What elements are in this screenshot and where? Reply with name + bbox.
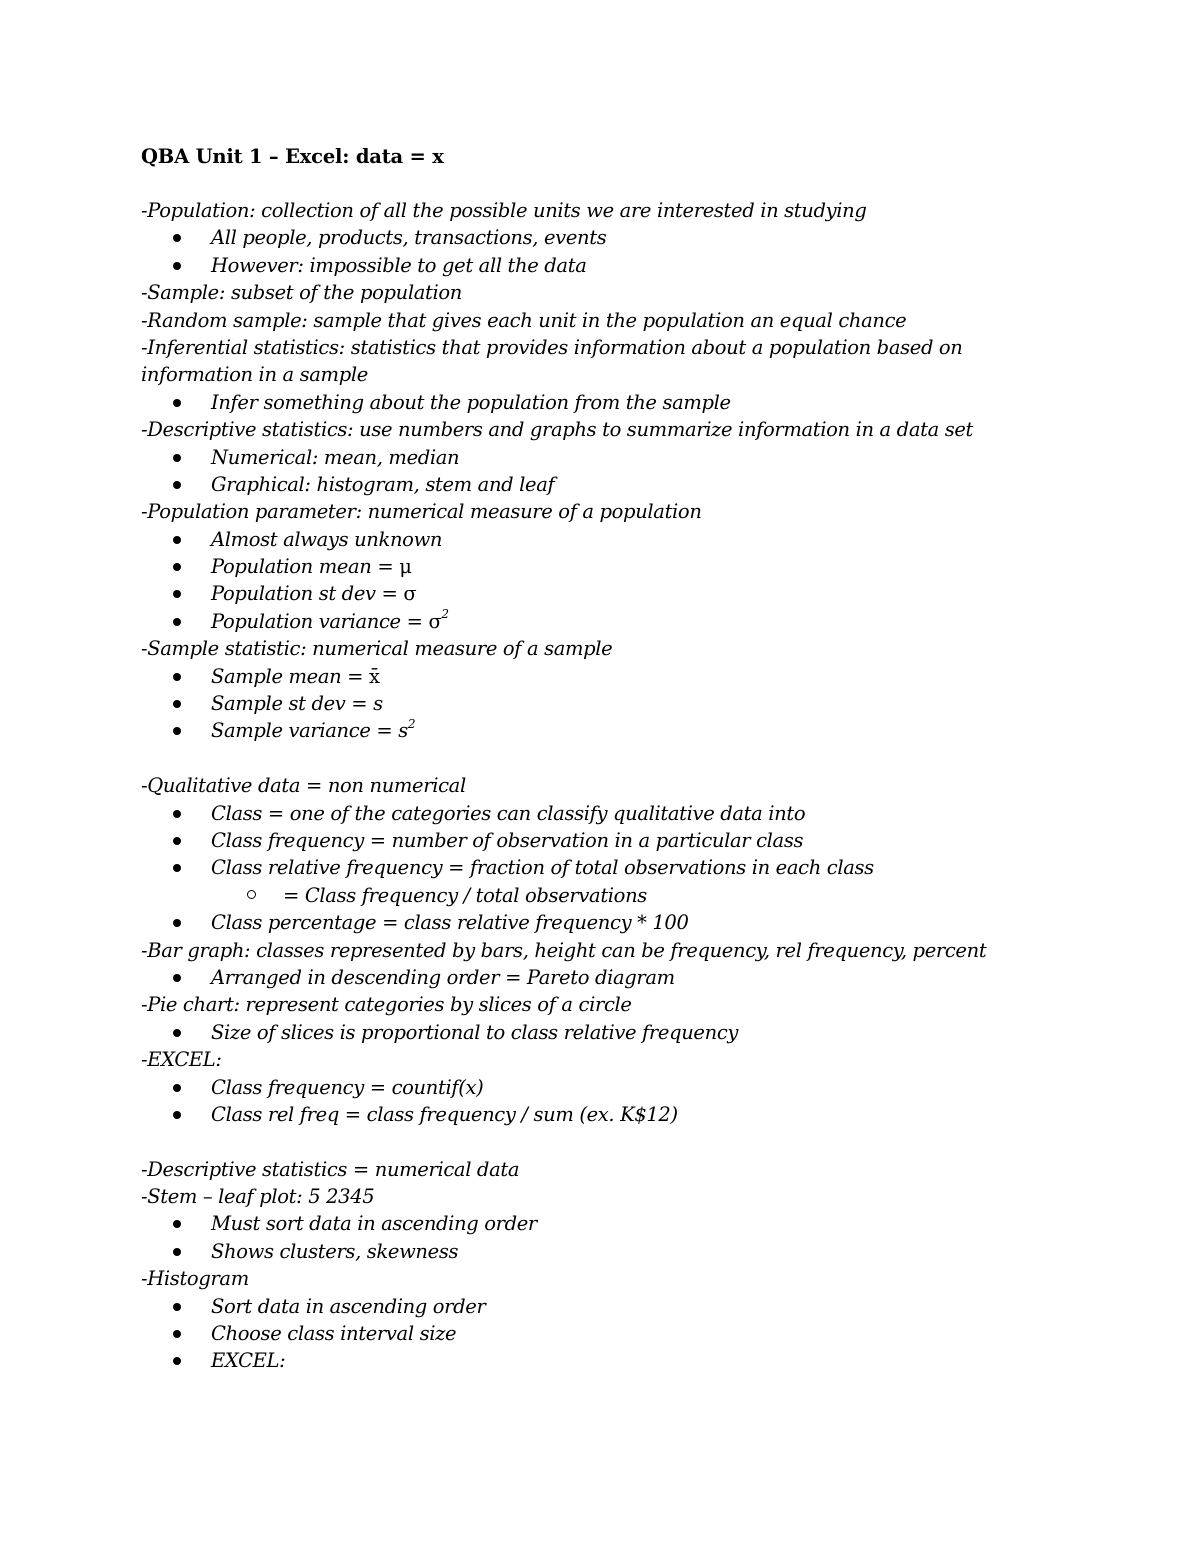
superscript: 2 (441, 607, 449, 622)
line-text: -Population: collection of all the possible units we are interested in studying (141, 199, 867, 222)
text-line (141, 279, 1001, 306)
text-line (141, 937, 1001, 964)
math-symbol: μ (399, 555, 412, 579)
text-line (141, 1046, 1001, 1073)
line-text: Must sort data in ascending order (211, 1212, 537, 1236)
bullet-item (141, 471, 1001, 498)
bullet-icon (173, 262, 181, 270)
line-text: -EXCEL: (141, 1048, 222, 1072)
bullet-icon (173, 454, 181, 462)
text-line (141, 1265, 1001, 1292)
blank-line (141, 745, 1001, 772)
line-text: -Descriptive statistics = numerical data (141, 1157, 520, 1181)
line-text: -Bar graph: classes represented by bars, height can be frequency, rel frequency, percent (141, 938, 987, 962)
bullet-item (141, 389, 1001, 416)
line-text: EXCEL: (211, 1349, 286, 1373)
bullet-icon (173, 864, 181, 872)
bullet-icon (173, 563, 181, 571)
line-text: Numerical: mean, median (211, 445, 460, 469)
line-text: -Stem – leaf plot: 5 2345 (141, 1185, 375, 1209)
line-text: Class frequency = number of observation in a particular class (211, 828, 804, 852)
bullet-item (141, 827, 1001, 854)
line-text: Class frequency = countif(x) (211, 1075, 484, 1099)
line-text: Sort data in ascending order (211, 1294, 486, 1318)
line-text: Arranged in descending order = Pareto diagram (211, 965, 675, 989)
bullet-icon (173, 590, 181, 598)
line-text: information in a sample (141, 363, 368, 387)
bullet-icon (173, 1029, 181, 1037)
bullet-icon (173, 1303, 181, 1311)
bullet-icon (173, 618, 181, 626)
hollow-bullet-icon (247, 890, 256, 899)
bullet-icon (173, 727, 181, 735)
line-text: -Population parameter: numerical measure of a population (141, 500, 702, 524)
bullet-item (141, 1101, 1001, 1128)
bullet-item (141, 964, 1001, 991)
line-text: Graphical: histogram, stem and leaf (211, 472, 555, 496)
bullet-item (141, 800, 1001, 827)
line-text: -Qualitative data = non numerical (141, 774, 466, 798)
line-text: Class = one of the categories can classify qualitative data into (211, 801, 806, 825)
line-text: -Sample statistic: numerical measure of a sample (141, 637, 613, 661)
line-text: -Pie chart: represent categories by slices of a circle (141, 993, 632, 1017)
text-line (141, 498, 1001, 525)
line-text: Shows clusters, skewness (211, 1239, 459, 1263)
bullet-item (141, 1074, 1001, 1101)
bullet-item (141, 1320, 1001, 1347)
line-text: = Class frequency / total observations (283, 883, 647, 907)
bullet-item (141, 1347, 1001, 1374)
bullet-icon (173, 1357, 181, 1365)
bullet-icon (173, 837, 181, 845)
line-text: Sample mean = (211, 664, 369, 688)
document-title: QBA Unit 1 – Excel: data = x (141, 145, 444, 168)
bullet-icon (173, 536, 181, 544)
line-text: Sample variance = s (211, 719, 408, 743)
line-text: Population variance = (211, 609, 429, 633)
line-text: Almost always unknown (211, 527, 443, 551)
bullet-icon (173, 1330, 181, 1338)
bullet-item (141, 608, 1001, 635)
line-text: Sample st dev = s (211, 692, 383, 716)
text-line (141, 772, 1001, 799)
text-line (141, 991, 1001, 1018)
text-line (141, 635, 1001, 662)
bullet-icon (173, 810, 181, 818)
line-text: Class percentage = class relative frequency * 100 (211, 911, 689, 935)
bullet-item (141, 1238, 1001, 1265)
superscript: 2 (407, 716, 416, 731)
bullet-icon (173, 399, 181, 407)
text-line (141, 416, 1001, 443)
line-text: All people, products, transactions, events (211, 226, 607, 250)
line-text: -Descriptive statistics: use numbers and graphs to summarize information in a data set (141, 418, 974, 442)
text-line (141, 1183, 1001, 1210)
bullet-item (141, 717, 1001, 744)
bullet-icon (173, 1084, 181, 1092)
bullet-item (141, 252, 1001, 279)
bullet-icon (173, 1111, 181, 1119)
line-text: Class relative frequency = fraction of total observations in each class (211, 856, 874, 880)
line-text: Choose class interval size (211, 1322, 457, 1346)
bullet-item (141, 854, 1001, 881)
line-text: -Inferential statistics: statistics that provides information about a population based on (141, 335, 963, 359)
sub-bullet-item (141, 882, 1001, 909)
bullet-item (141, 690, 1001, 717)
text-line (141, 334, 1001, 361)
text-line (141, 361, 1001, 388)
bullet-item (141, 553, 1001, 580)
bullet-item (141, 663, 1001, 690)
text-line (141, 1156, 1001, 1183)
bullet-icon (173, 700, 181, 708)
math-symbol: σ (403, 582, 417, 606)
text-line (141, 307, 1001, 334)
math-symbol: x̄ (368, 664, 380, 688)
line-text: -Random sample: sample that gives each unit in the population an equal chance (141, 308, 907, 332)
math-symbol: σ (428, 609, 442, 633)
bullet-item (141, 909, 1001, 936)
bullet-item (141, 1019, 1001, 1046)
blank-line (141, 1128, 1001, 1155)
bullet-icon (173, 1248, 181, 1256)
bullet-item (141, 224, 1001, 251)
line-text: -Sample: subset of the population (141, 281, 462, 305)
bullet-icon (173, 919, 181, 927)
text-line (141, 197, 1001, 224)
bullet-icon (173, 481, 181, 489)
bullet-item (141, 444, 1001, 471)
bullet-item (141, 1210, 1001, 1237)
line-text: However: impossible to get all the data (211, 253, 587, 277)
line-text: Population mean = (211, 555, 400, 579)
line-text: Size of slices is proportional to class relative frequency (211, 1020, 739, 1044)
line-text: -Histogram (141, 1267, 249, 1291)
bullet-item (141, 526, 1001, 553)
line-text: Population st dev = (211, 582, 404, 606)
bullet-item (141, 580, 1001, 607)
document-body (141, 197, 1001, 1375)
bullet-icon (173, 234, 181, 242)
bullet-icon (173, 673, 181, 681)
line-text: Class rel freq = class frequency / sum (ex. K$12) (211, 1102, 678, 1126)
line-text: Infer something about the population from the sample (211, 390, 731, 414)
bullet-icon (173, 1220, 181, 1228)
bullet-icon (173, 974, 181, 982)
bullet-item (141, 1293, 1001, 1320)
